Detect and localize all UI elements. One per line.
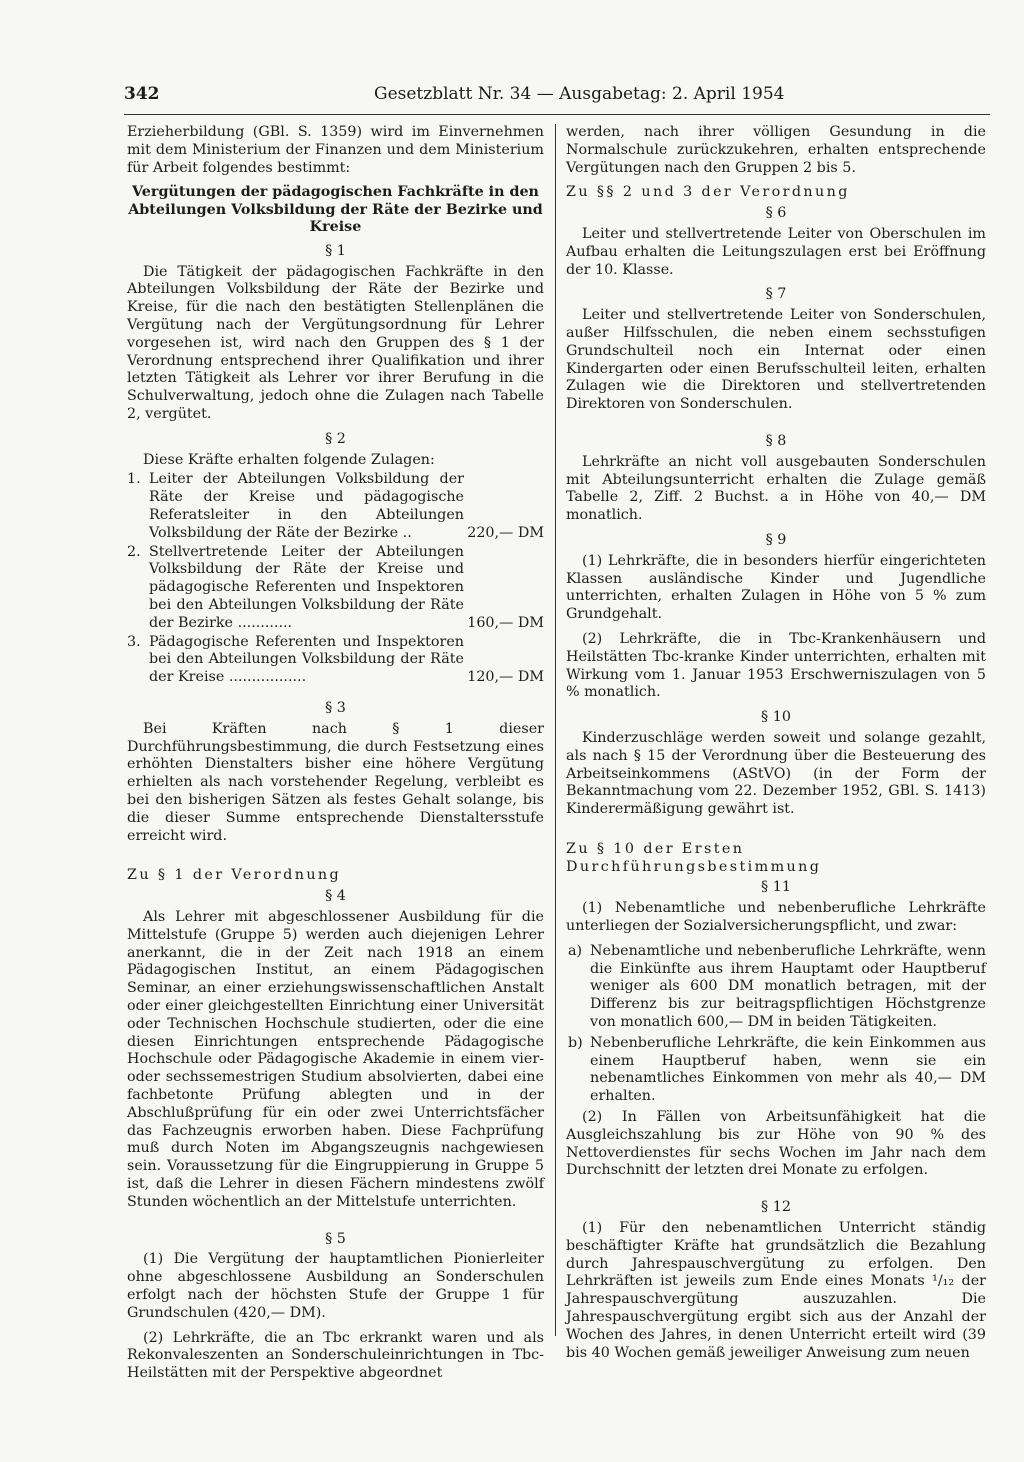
paragraph-12-text: (1) Für den nebenamtlichen Unterricht ständig beschäftigter Kräfte hat grundsätzlich die Bezahlung durch Jahrespauschvergütung zu erfolgen. Den Lehrkräften ist jeweils zum Ende eines Monats ¹/₁₂ der Jahrespauschvergütung auszuzahlen. Die Jahrespauschvergütung ergibt sich aus der Anzahl der Wochen des Jahres, in denen Unterricht erteilt wird (39 bis 40 Wochen gemäß jeweiliger Anweisung zum neuen — [566, 1220, 986, 1361]
continued-text: werden, nach ihrer völligen Gesundung in die Normalschule zurückzukehren, erhalten entsprechende Vergütungen nach den Gruppen 2 bis 5. — [566, 124, 986, 176]
allowance-item — [127, 544, 544, 633]
paragraph-3-text: Bei Kräften nach § 1 dieser Durchführungsbestimmung, die durch Festsetzung eines erhöhten Dienstalters bisher eine höhere Vergütung erhielten als nach vorstehender Regelung, verbleibt es bei den bisherigen Sätzen als festes Gehalt solange, bis die dieser Summe entsprechende Dienstaltersstufe erreicht wird. — [127, 720, 544, 844]
paragraph-5-title: § 5 — [325, 1230, 346, 1247]
paragraph-2-title: § 2 — [325, 430, 346, 447]
paragraph-10-title: § 10 — [761, 709, 791, 726]
intro-paragraph: Erzieherbildung (GBl. S. 1359) wird im Einvernehmen mit dem Ministerium der Finanzen und dem Ministerium für Arbeit folgendes bestimmt: — [127, 124, 544, 176]
spacer — [127, 1219, 544, 1228]
section-heading: Vergütungen der pädagogischen Fachkräfte in den Abteilungen Volksbildung der Räte der Bezirke und Kreise — [128, 184, 543, 236]
paragraph-12-title: § 12 — [761, 1199, 791, 1216]
allowance-item — [127, 471, 544, 542]
item-number: 1. — [127, 471, 141, 488]
paragraph-1-text: Die Tätigkeit der pädagogischen Fachkräfte in den Abteilungen Volksbildung der Räte der Bezirke und Kreise, für die nach den bestätigten Stellenplänen die Vergütung nach der Vergütungsordnung für Lehrer vorgesehen ist, wird nach den Gruppen des § 1 der Verordnung entsprechend ihrer Qualifikation und ihrer letzten Tätigkeit als Lehrer vor ihrer Berufung in die Schulverwaltung, jedoch ohne die Zulagen nach Tabelle 2, vergütet. — [127, 263, 544, 423]
paragraph-10-text: Kinderzuschläge werden soweit und solange gezahlt, als nach § 15 der Verordnung über die Besteuerung des Arbeitseinkommens (AStVO) (in der Form der Bekanntmachung vom 22. Dezember 1952, GBl. S. 1413) Kinderermäßigung gewährt ist. — [566, 729, 986, 818]
spacer — [127, 688, 544, 697]
paragraph-9-title: § 9 — [765, 531, 787, 548]
paragraph-6-text: Leiter und stellvertretende Leiter von Oberschulen im Aufbau erhalten die Leitungszulagen erst bei Eröffnung der 10. Klasse. — [566, 225, 986, 278]
right-column — [566, 124, 986, 1369]
item-text: Leiter der Abteilungen Volksbildung der Räte der Kreise und pädagogische Referatsleiter in den Abteilungen Volksbildung der Räte der Bezirke .. — [149, 471, 464, 541]
sub-item-label: b) — [568, 1034, 583, 1051]
paragraph-8-text: Lehrkräfte an nicht voll ausgebauten Sonderschulen mit Abteilungsunterricht erhalten die Zulage gemäß Tabelle 2, Ziff. 2 Buchst. a in Höhe von 40,— DM monatlich. — [566, 453, 986, 524]
page-number: 342 — [124, 84, 160, 104]
item-number: 2. — [127, 543, 141, 560]
spacer — [127, 852, 544, 861]
item-amount: 160,— DM — [467, 614, 544, 631]
paragraph-9-clause-1: (1) Lehrkräfte, die in besonders hierfür eingerichteten Klassen ausländische Kinder und Jugendliche unterrichten, erhalten Zulagen in Höhe von 5 % zum Grundgehalt. — [566, 552, 986, 623]
paragraph-1-title: § 1 — [325, 242, 346, 259]
paragraph-4-title: § 4 — [325, 888, 346, 905]
sub-item-a — [566, 943, 986, 1032]
paragraph-8-title: § 8 — [765, 432, 787, 449]
column-divider — [555, 124, 556, 1336]
regulation-subheading: Zu §§ 2 und 3 der Verordnung — [566, 184, 850, 201]
page-header — [124, 82, 785, 112]
item-text: Stellvertretende Leiter der Abteilungen Volksbildung der Räte der Kreise und pädagogische Referenten und Inspektoren bei den Abteilungen Volksbildung der Räte der Bezirke ............ — [149, 543, 464, 631]
sub-item-text: Nebenamtliche und nebenberufliche Lehrkräfte, wenn die Einkünfte aus ihrem Hauptamt oder Hauptberuf weniger als 600 DM monatlich betragen, mit der Differenz bis zur beitragspflichtigen Höchstgrenze von monatlich 600,— DM in beiden Tätigkeiten. — [590, 942, 986, 1031]
sub-item-b — [566, 1035, 986, 1106]
item-number: 3. — [127, 633, 141, 650]
paragraph-6-title: § 6 — [765, 205, 787, 222]
paragraph-5-clause-2: (2) Lehrkräfte, die an Tbc erkrankt waren und als Rekonvaleszenten an Sonderschuleinrichtungen in Tbc-Heilstätten mit der Perspektive abgeordnet — [127, 1329, 544, 1382]
paragraph-7-text: Leiter und stellvertretende Leiter von Sonderschulen, außer Hilfsschulen, die neben einem sechsstufigen Grundschulteil noch ein Internat oder einen Kindergarten oder einen Berufsschulteil leiten, erhalten Zulagen wie die Direktoren und stellvertretenden Direktoren von Sonderschulen. — [566, 307, 986, 413]
sub-item-text: Nebenberufliche Lehrkräfte, die kein Einkommen aus einem Hauptberuf haben, wenn sie ein nebenamtliches Einkommen von mehr als 40,— DM erhalten. — [590, 1034, 986, 1105]
item-amount: 120,— DM — [467, 669, 544, 686]
paragraph-11-clause-2: (2) In Fällen von Arbeitsunfähigkeit hat die Ausgleichszahlung bis zur Höhe von 90 % des Nettoverdienstes für sechs Wochen im Jahr nach dem Durchschnitt der letzten drei Monate zu erfolgen. — [566, 1109, 986, 1179]
item-text: Pädagogische Referenten und Inspektoren bei den Abteilungen Volksbildung der Räte der Kreise ................. — [149, 633, 464, 686]
spacer — [566, 421, 986, 430]
regulation-subheading: Zu § 1 der Verordnung — [127, 867, 342, 884]
allowance-item — [127, 634, 544, 687]
gazette-title: Gesetzblatt Nr. 34 — Ausgabetag: 2. April 1954 — [374, 84, 785, 104]
left-column — [127, 124, 544, 1390]
spacer — [566, 1187, 986, 1196]
header-rule — [124, 114, 990, 115]
paragraph-3-title: § 3 — [325, 700, 346, 717]
paragraph-7-title: § 7 — [765, 286, 787, 303]
regulation-subheading: Zu § 10 der Ersten Durchführungsbestimmung — [566, 840, 822, 875]
paragraph-2-intro: Diese Kräfte erhalten folgende Zulagen: — [143, 451, 435, 468]
paragraph-11-title: § 11 — [761, 879, 791, 896]
paragraph-9-clause-2: (2) Lehrkräfte, die in Tbc-Krankenhäusern und Heilstätten Tbc-kranke Kinder unterrichten, erhalten mit Wirkung vom 1. Januar 1953 Erschwerniszulagen von 5 % monatlich. — [566, 630, 986, 701]
sub-item-label: a) — [568, 942, 583, 959]
paragraph-5-clause-1: (1) Die Vergütung der hauptamtlichen Pionierleiter ohne abgeschlossene Ausbildung an Sonderschulen erfolgt nach der höchsten Stufe der Gruppe 1 für Grundschulen (420,— DM). — [127, 1251, 544, 1321]
spacer — [566, 826, 986, 835]
item-amount: 220,— DM — [467, 524, 544, 541]
paragraph-4-text: Als Lehrer mit abgeschlossener Ausbildung für die Mittelstufe (Gruppe 5) werden auch diejenigen Lehrer anerkannt, die in der Zeit nach 1918 an einem Pädagogischen Institut, an einem Pädagogischen Seminar, an einer erziehungswissenschaftlichen Anstalt oder einer gleichgestellten Einrichtung einer Universität oder Technischen Hochschule studierten, oder die eine diesen Einrichtungen entsprechende Pädagogische Hochschule oder Pädagogische Akademie in einem vier- oder sechssemestrigen Studium absolvierten, dabei eine fachbetonte Prüfung ablegten und in der Abschlußprüfung für ein oder zwei Unterrichtsfächer das Fachzeugnis erworben haben. Diese Fachprüfung muß durch Noten im Abgangszeugnis nachgewiesen sein. Voraussetzung für die Eingruppierung in Gruppe 5 ist, daß die Lehrer in diesen Fächern mindestens zwölf Stunden wöchentlich an der Mittelstufe unterrichten. — [127, 908, 544, 1210]
paragraph-11-clause-1: (1) Nebenamtliche und nebenberufliche Lehrkräfte unterliegen der Sozialversicherungspflicht, und zwar: — [566, 900, 986, 935]
